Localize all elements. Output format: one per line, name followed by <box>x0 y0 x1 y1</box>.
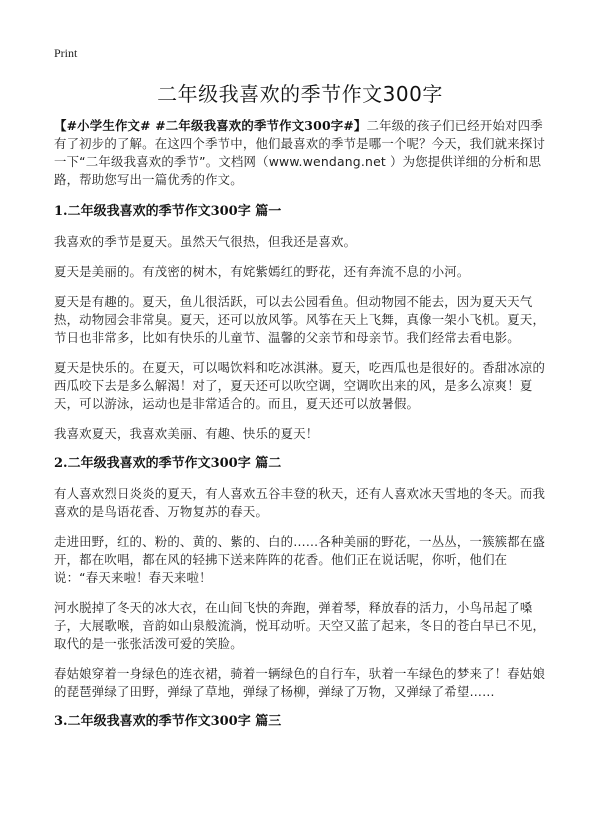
section-heading: 2.二年级我喜欢的季节作文300字 篇二 <box>54 456 282 471</box>
intro-tags: 【#小学生作文# #二年级我喜欢的季节作文300字#】 <box>54 118 367 133</box>
page-title: 二年级我喜欢的季节作文300字 <box>157 82 443 106</box>
print-label: Print <box>54 46 78 60</box>
paragraph: 我喜欢夏天，我喜欢美丽、有趣、快乐的夏天！ <box>54 426 319 441</box>
section-1 <box>54 203 551 443</box>
section-2 <box>54 455 551 701</box>
paragraph: 走进田野，红的、粉的、黄的、紫的、白的……各种美丽的野花，一丛丛，一簇簇都在盛开，都在吹唱，都在风的轻拂下送来阵阵的花香。他们正在说话呢，你听，他们在说：“春天来啦！春天来啦！ <box>54 534 546 585</box>
section-3 <box>54 713 551 731</box>
article-body <box>54 117 551 743</box>
paragraph: 夏天是有趣的。夏天，鱼儿很活跃，可以去公园看鱼。但动物园不能去，因为夏天天气热，动物园会非常臭。夏天，还可以放风筝。风筝在天上飞舞，真像一架小飞机。夏天，节日也非常多，比如有快乐的儿童节、温馨的父亲节和母亲节。我们经常去看电影。 <box>54 294 546 345</box>
section-heading: 1.二年级我喜欢的季节作文300字 篇一 <box>54 204 282 219</box>
paragraph: 夏天是快乐的。在夏天，可以喝饮料和吃冰淇淋。夏天，吃西瓜也是很好的。香甜冰凉的西瓜咬下去是多么解渴！对了，夏天还可以吹空调，空调吹出来的风，是多么凉爽！夏天，可以游泳，运动也是非常适合的。而且，夏天还可以放暑假。 <box>54 360 546 411</box>
paragraph: 河水脱掉了冬天的冰大衣，在山间飞快的奔跑，弹着琴，释放春的活力，小鸟吊起了嗓子，大展歌喉，音韵如山泉般流淌，悦耳动听。天空又蓝了起来，冬日的苍白早已不见，取代的是一张张活泼可爱的笑脸。 <box>54 600 546 651</box>
paragraph: 我喜欢的季节是夏天。虽然天气很热，但我还是喜欢。 <box>54 234 357 249</box>
section-heading: 3.二年级我喜欢的季节作文300字 篇三 <box>54 714 282 729</box>
intro-paragraph <box>54 117 551 189</box>
paragraph: 夏天是美丽的。有茂密的树木，有姹紫嫣红的野花，还有奔流不息的小河。 <box>54 264 470 279</box>
intro-text: 二年级的孩子们已经开始对四季有了初步的了解。在这四个季节中，他们最喜欢的季节是哪一个呢？今天，我们就来探讨一下“二年级我喜欢的季节”。文档网（www.wendang.net ）为您提供详细的分析和思路，帮助您写出一篇优秀的作文。 <box>54 118 546 187</box>
paragraph: 春姑娘穿着一身绿色的连衣裙，骑着一辆绿色的自行车，驮着一车绿色的梦来了！春姑娘的琵琶弹绿了田野，弹绿了草地，弹绿了杨柳，弹绿了万物，又弹绿了希望…… <box>54 666 546 699</box>
paragraph: 有人喜欢烈日炎炎的夏天，有人喜欢五谷丰登的秋天，还有人喜欢冰天雪地的冬天。而我喜欢的是鸟语花香、万物复苏的春天。 <box>54 486 546 519</box>
